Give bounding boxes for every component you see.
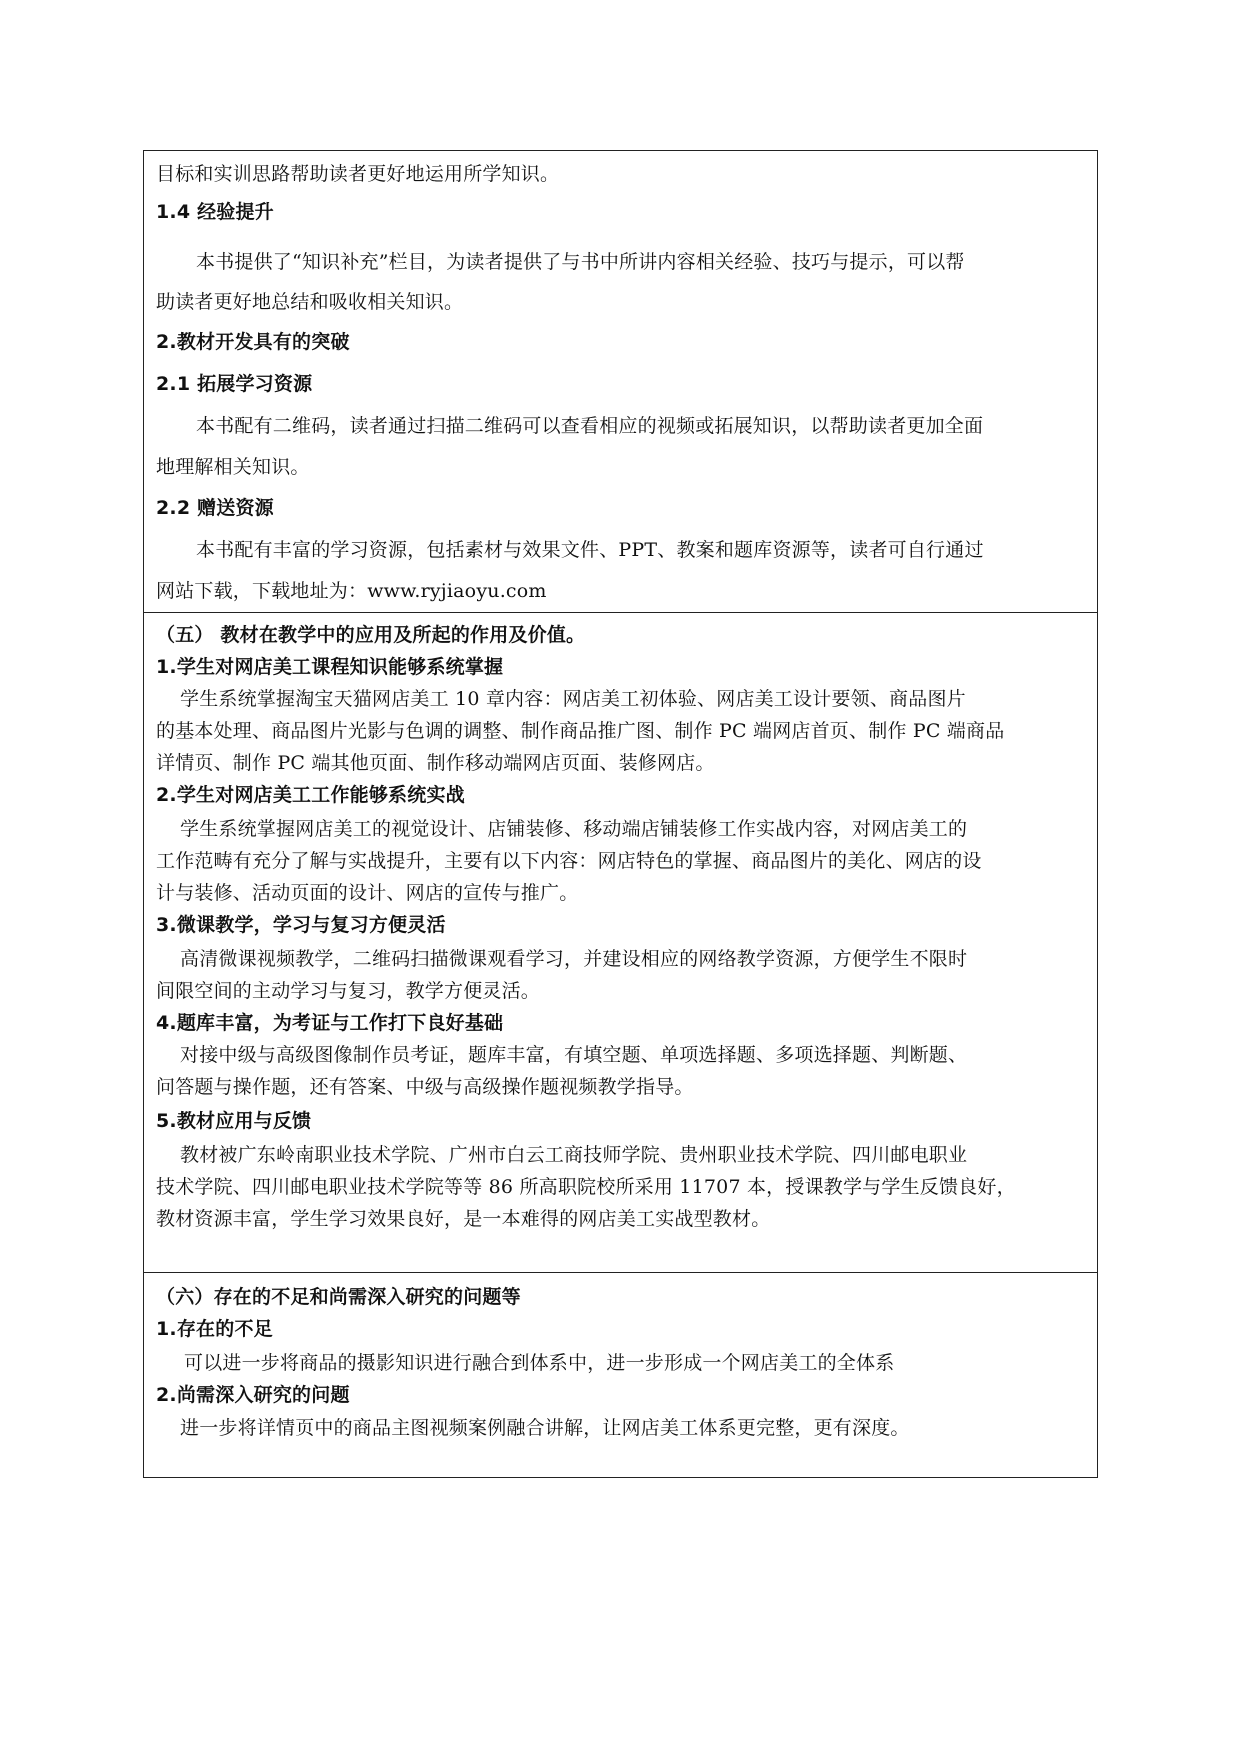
heading-item-2: 2.尚需深入研究的问题 (156, 1384, 350, 1406)
paragraph-line: 学生系统掌握淘宝天猫网店美工 10 章内容：网店美工初体验、网店美工设计要领、商品图片 (180, 688, 966, 710)
paragraph-line: 间限空间的主动学习与复习，教学方便灵活。 (156, 980, 541, 1002)
paragraph-line: 计与装修、活动页面的设计、网店的宣传与推广。 (156, 882, 579, 904)
paragraph-line: 网站下载，下载地址为：www.ryjiaoyu.com (156, 580, 547, 602)
paragraph-line: 助读者更好地总结和吸收相关知识。 (156, 291, 464, 313)
paragraph-line: 进一步将详情页中的商品主图视频案例融合讲解，让网店美工体系更完整，更有深度。 (180, 1417, 910, 1439)
paragraph-line: 本书配有二维码，读者通过扫描二维码可以查看相应的视频或拓展知识，以帮助读者更加全面 (196, 415, 984, 437)
paragraph-line: 学生系统掌握网店美工的视觉设计、店铺装修、移动端店铺装修工作实战内容，对网店美工的 (180, 818, 968, 840)
section-six (143, 1272, 1098, 1478)
heading-2: 2.教材开发具有的突破 (156, 331, 350, 353)
heading-item-4: 4.题库丰富，为考证与工作打下良好基础 (156, 1012, 504, 1034)
heading-item-1: 1.存在的不足 (156, 1318, 273, 1340)
heading-2-2: 2.2 赠送资源 (156, 497, 274, 519)
paragraph-line: 本书配有丰富的学习资源，包括素材与效果文件、PPT、教案和题库资源等，读者可自行通过 (196, 539, 984, 561)
section-five (143, 612, 1098, 1273)
heading-item-2: 2.学生对网店美工工作能够系统实战 (156, 784, 465, 806)
heading-2-1: 2.1 拓展学习资源 (156, 373, 313, 395)
paragraph-line: 可以进一步将商品的摄影知识进行融合到体系中，进一步形成一个网店美工的全体系 (184, 1352, 895, 1374)
section-title: （五） 教材在教学中的应用及所起的作用及价值。 (156, 624, 586, 646)
paragraph-line: 技术学院、四川邮电职业技术学院等等 86 所高职院校所采用 11707 本，授课教学与学生反馈良好， (156, 1176, 1016, 1198)
paragraph-line: 教材被广东岭南职业技术学院、广州市白云工商技师学院、贵州职业技术学院、四川邮电职业 (180, 1144, 968, 1166)
paragraph-line: 本书提供了“知识补充”栏目，为读者提供了与书中所讲内容相关经验、技巧与提示，可以帮 (196, 251, 965, 273)
heading-item-5: 5.教材应用与反馈 (156, 1110, 312, 1132)
heading-item-3: 3.微课教学，学习与复习方便灵活 (156, 914, 446, 936)
paragraph-line: 目标和实训思路帮助读者更好地运用所学知识。 (156, 163, 560, 185)
paragraph-line: 地理解相关知识。 (156, 456, 310, 478)
paragraph-line: 高清微课视频教学，二维码扫描微课观看学习，并建设相应的网络教学资源，方便学生不限时 (180, 948, 968, 970)
paragraph-line: 问答题与操作题，还有答案、中级与高级操作题视频教学指导。 (156, 1076, 694, 1098)
paragraph-line: 对接中级与高级图像制作员考证，题库丰富，有填空题、单项选择题、多项选择题、判断题、 (180, 1044, 968, 1066)
heading-item-1: 1.学生对网店美工课程知识能够系统掌握 (156, 656, 504, 678)
paragraph-line: 工作范畴有充分了解与实战提升，主要有以下内容：网店特色的掌握、商品图片的美化、网店的设 (156, 850, 982, 872)
heading-1-4: 1.4 经验提升 (156, 201, 274, 223)
section-title: （六）存在的不足和尚需深入研究的问题等 (156, 1286, 521, 1308)
paragraph-line: 教材资源丰富，学生学习效果良好，是一本难得的网店美工实战型教材。 (156, 1208, 771, 1230)
section-features-continued (143, 150, 1098, 613)
paragraph-line: 详情页、制作 PC 端其他页面、制作移动端网店页面、装修网店。 (156, 752, 715, 774)
paragraph-line: 的基本处理、商品图片光影与色调的调整、制作商品推广图、制作 PC 端网店首页、制作 PC 端商品 (156, 720, 1005, 742)
